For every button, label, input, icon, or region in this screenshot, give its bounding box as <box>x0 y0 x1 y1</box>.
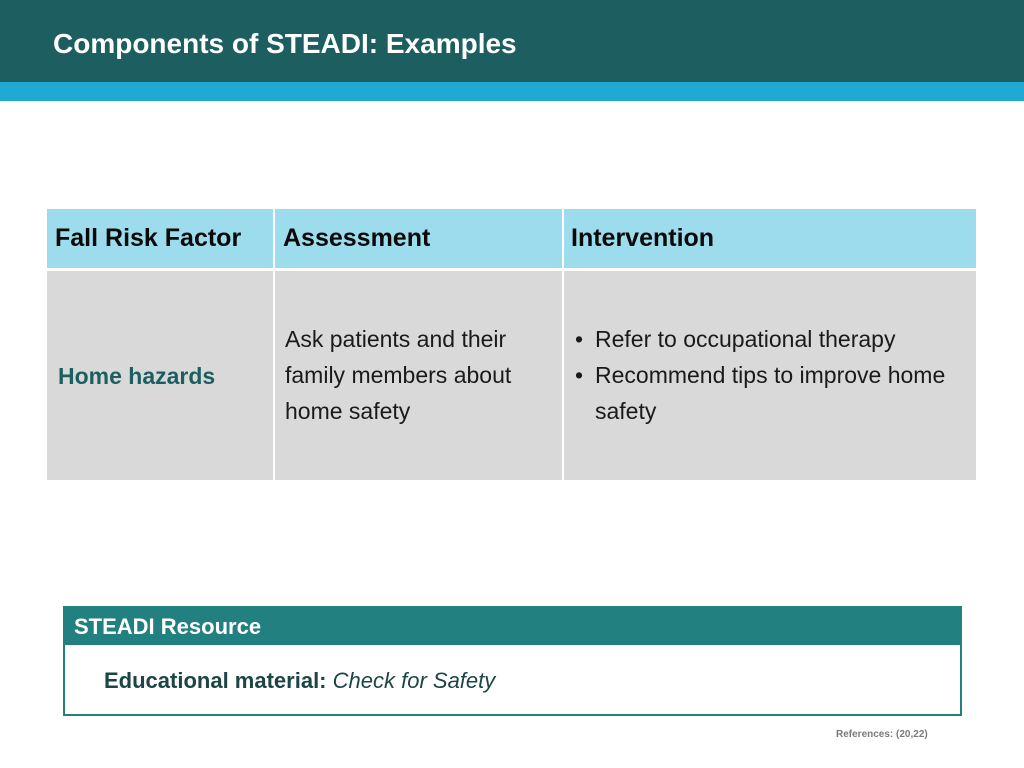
references-note: References: (20,22) <box>836 729 928 740</box>
intervention-item-text: Recommend tips to improve home safety <box>595 362 946 424</box>
resource-line <box>104 668 495 694</box>
intervention-list <box>573 321 976 429</box>
column-header-fall-risk-factor: Fall Risk Factor <box>47 209 273 268</box>
intervention-item <box>573 321 955 357</box>
column-header-intervention: Intervention <box>564 209 976 268</box>
risk-factor-text: Home hazards <box>58 362 216 389</box>
column-header-assessment: Assessment <box>275 209 562 268</box>
resource-heading: STEADI Resource <box>65 608 960 645</box>
cell-assessment <box>275 271 562 480</box>
slide-header <box>0 0 1024 82</box>
steadi-resource-box <box>63 606 962 716</box>
bullet-icon: • <box>575 362 584 388</box>
bullet-icon: • <box>575 326 584 352</box>
cell-risk-factor <box>47 271 273 480</box>
page-title: Components of STEADI: Examples <box>53 28 517 59</box>
resource-label: Educational material: <box>104 668 327 693</box>
assessment-text: Ask patients and their family members about home safety <box>285 326 512 424</box>
header-accent-band <box>0 82 1024 101</box>
resource-title-link[interactable]: Check for Safety <box>332 668 496 693</box>
intervention-item <box>573 357 955 429</box>
intervention-item-text: Refer to occupational therapy <box>595 326 896 352</box>
cell-intervention <box>564 271 976 480</box>
